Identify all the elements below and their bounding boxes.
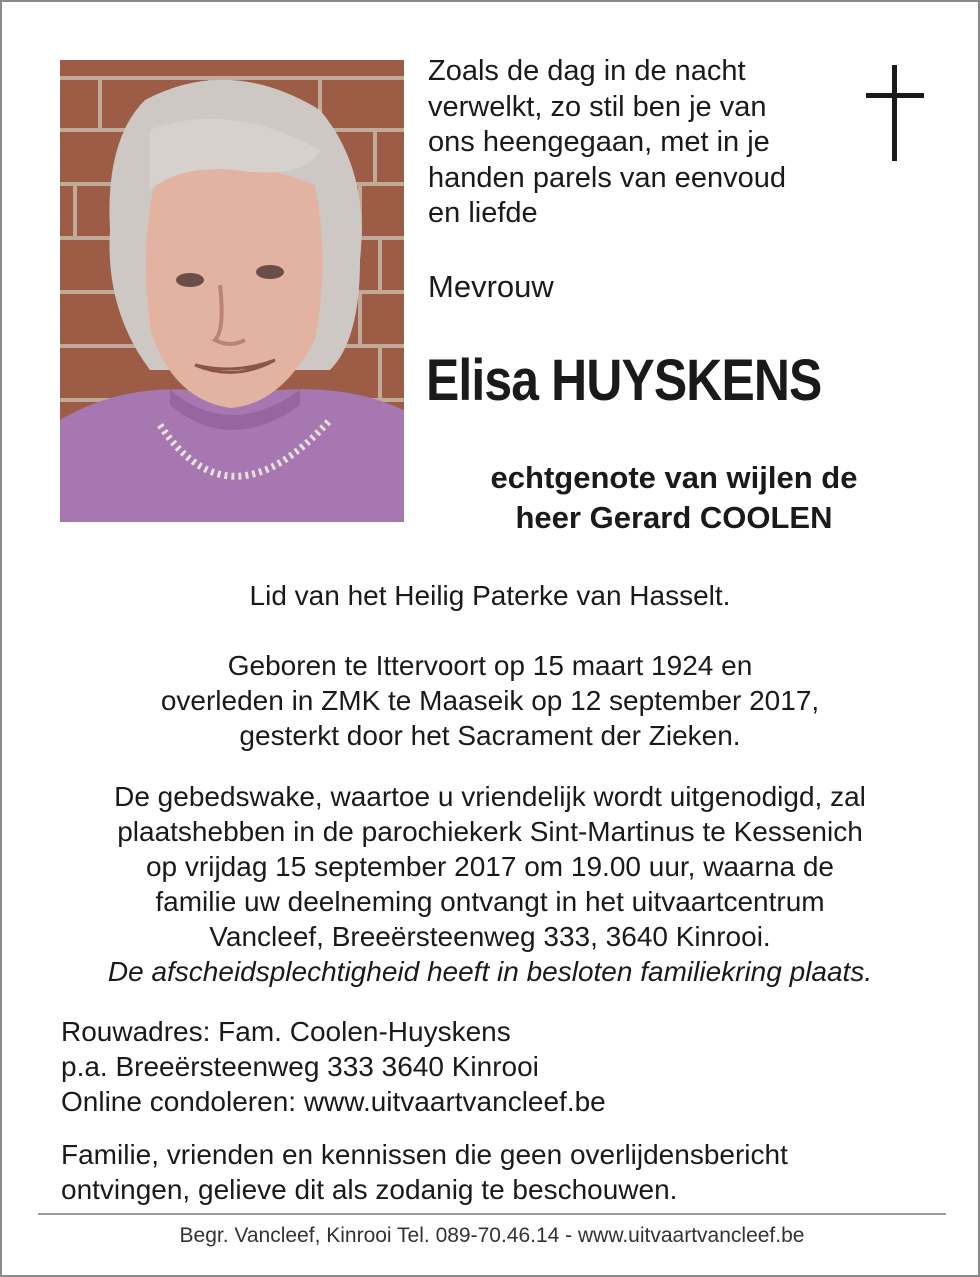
portrait-illustration: [60, 60, 404, 522]
birth-death-line: overleden in ZMK te Maaseik op 12 september 2017,: [160, 685, 820, 716]
portrait-photo: [60, 60, 404, 522]
wake-line: familie uw deelneming ontvangt in het uitvaartcentrum: [155, 886, 825, 917]
wake-line: op vrijdag 15 september 2017 om 19.00 uur, waarna de: [145, 851, 834, 882]
condolence-link[interactable]: Online condoleren: www.uitvaartvancleef.be: [61, 1086, 606, 1117]
poem-line: en liefde: [428, 197, 538, 229]
wake-info: [32, 779, 948, 989]
private-ceremony-note: De afscheidsplechtigheid heeft in besloten familiekring plaats.: [107, 956, 873, 987]
wake-line: De gebedswake, waartoe u vriendelijk wordt uitgenodigd, zal: [114, 781, 866, 812]
cross-icon: [866, 65, 924, 161]
poem-line: verwelkt, zo stil ben je van: [428, 90, 767, 123]
contact-line: p.a. Breeërsteenweg 333 3640 Kinrooi: [61, 1051, 539, 1082]
spouse-line: heer Gerard COOLEN: [515, 500, 833, 535]
poem-line: handen parels van eenvoud: [428, 161, 786, 194]
wake-line: plaatshebben in de parochiekerk Sint-Martinus te Kessenich: [117, 816, 863, 847]
deceased-name: Elisa HUYSKENS: [426, 348, 822, 413]
birth-death-line: Geboren te Ittervoort op 15 maart 1924 en: [227, 650, 753, 681]
funeral-home-footer: Begr. Vancleef, Kinrooi Tel. 089-70.46.14 - www.uitvaartvancleef.be: [179, 1224, 805, 1247]
notice-text: [61, 1137, 788, 1207]
birth-death-line: gesterkt door het Sacrament der Zieken.: [239, 720, 741, 751]
poem-line: Zoals de dag in de nacht: [428, 55, 746, 87]
spouse-info: [412, 458, 936, 538]
contact-line: Rouwadres: Fam. Coolen-Huyskens: [61, 1016, 511, 1047]
wake-line: Vancleef, Breeërsteenweg 333, 3640 Kinrooi.: [209, 921, 771, 952]
membership-text: Lid van het Heilig Paterke van Hasselt.: [249, 580, 731, 611]
salutation: Mevrouw: [428, 269, 554, 304]
poem: [428, 54, 848, 232]
birth-death-info: [32, 648, 948, 753]
notice-line: ontvingen, gelieve dit als zodanig te beschouwen.: [61, 1174, 678, 1205]
spouse-line: echtgenote van wijlen de: [490, 460, 858, 495]
footer-divider: [38, 1213, 946, 1215]
notice-line: Familie, vrienden en kennissen die geen overlijdensbericht: [61, 1139, 788, 1170]
poem-line: ons heengegaan, met in je: [428, 126, 770, 158]
contact-info: [61, 1014, 606, 1119]
